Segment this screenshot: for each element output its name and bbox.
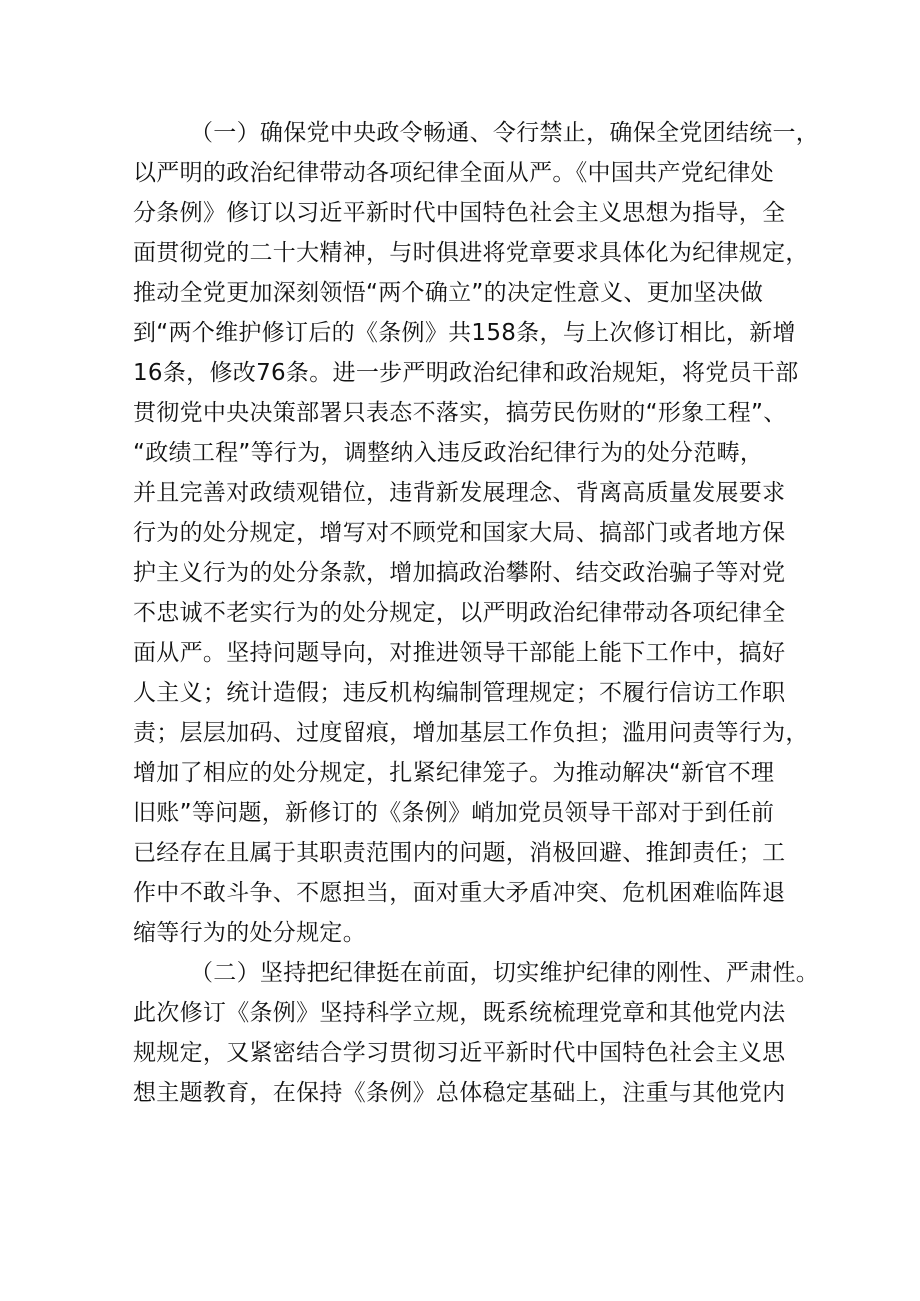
text-line: 规规定，又紧密结合学习贯彻习近平新时代中国特色社会主义思	[133, 1040, 786, 1066]
text-line: 推动全党更加深刻领悟“两个确立”的决定性意义、更加坚决做	[133, 280, 764, 306]
text-line: 旧账”等问题，新修订的《条例》峭加党员领导干部对于到任前	[133, 800, 775, 826]
text-line: 护主义行为的处分条款，增加搞政治攀附、结交政治骗子等对党	[133, 560, 786, 586]
text-line: 行为的处分规定，增写对不顾党和国家大局、搞部门或者地方保	[133, 520, 786, 546]
text-line: 不忠诚不老实行为的处分规定，以严明政治纪律带动各项纪律全	[133, 600, 786, 626]
text-line: 已经存在且属于其职责范围内的问题，消极回避、推卸责任；工	[133, 840, 786, 866]
text-line: 人主义；统计造假；违反机构编制管理规定；不履行信访工作职	[133, 680, 786, 706]
text-line: 责；层层加码、过度留痕，增加基层工作负担；滥用问责等行为，	[133, 720, 809, 746]
text-line: 面贯彻党的二十大精神，与时俱进将党章要求具体化为纪律规定，	[133, 240, 809, 266]
text-line: 作中不敢斗争、不愿担当，面对重大矛盾冲突、危机困难临阵退	[133, 880, 786, 906]
text-line: 16条，修改76条。进一步严明政治纪律和政治规矩，将党员干部	[133, 360, 799, 386]
text-line: 面从严。坚持问题导向，对推进领导干部能上能下工作中，搞好	[133, 640, 786, 666]
text-line: 分条例》修订以习近平新时代中国特色社会主义思想为指导，全	[133, 200, 786, 226]
text-line: 并且完善对政绩观错位，违背新发展理念、背离高质量发展要求	[133, 480, 786, 506]
text-line: 缩等行为的处分规定。	[133, 920, 366, 946]
text-line: 以严明的政治纪律带动各项纪律全面从严。《中国共产党纪律处	[133, 160, 774, 186]
text-line: 增加了相应的处分规定，扎紧纪律笼子。为推动解决“新官不理	[133, 760, 775, 786]
text-line: 想主题教育，在保持《条例》总体稳定基础上，注重与其他党内	[133, 1080, 786, 1106]
text-line: 此次修订《条例》坚持科学立规，既系统梳理党章和其他党内法	[133, 1000, 786, 1026]
text-line: （二）坚持把纪律挺在前面，切实维护纪律的刚性、严肃性。	[190, 960, 820, 986]
text-line: “政绩工程”等行为，调整纳入违反政治纪律行为的处分范畴，	[133, 440, 764, 466]
text-line: （一）确保党中央政令畅通、令行禁止，确保全党团结统一，	[190, 120, 820, 146]
text-line: 到“两个维护修订后的《条例》共158条，与上次修订相比，新增	[133, 320, 796, 346]
text-line: 贯彻党中央决策部署只表态不落实，搞劳民伤财的“形象工程”、	[133, 400, 787, 426]
